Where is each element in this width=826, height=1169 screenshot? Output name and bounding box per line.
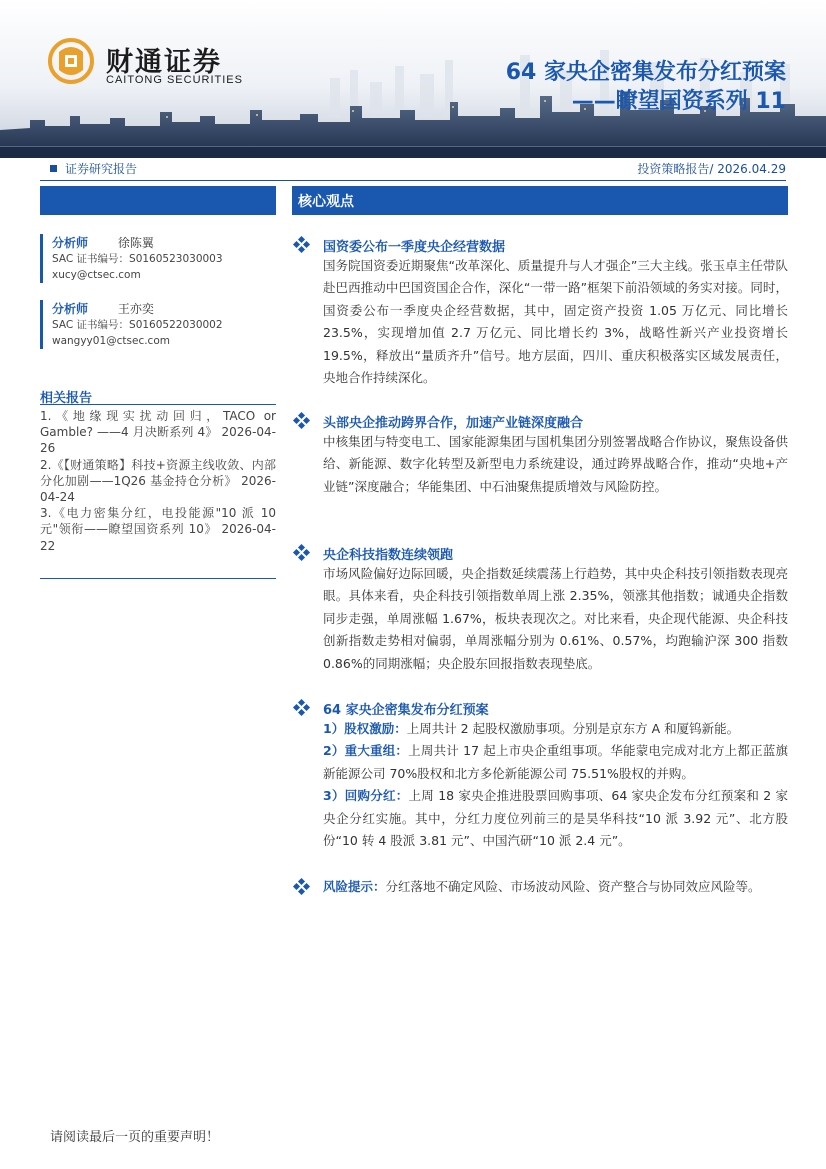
related-report-item[interactable]: 1.《地缘现实扰动回归，TACO or Gamble? ——4 月决断系列 4》 2026-04-26 [40,409,276,456]
core-section [294,411,788,498]
report-title [506,58,786,116]
section-heading: 国资委公布一季度央企经营数据 [323,239,506,255]
analyst-name: 徐陈翼 [117,236,154,250]
analyst-card [40,234,276,283]
footer-disclaimer: 请阅读最后一页的重要声明！ [50,1130,220,1145]
square-bullet-icon [50,165,57,172]
section-body: 市场风险偏好边际回暖，央企指数延续震荡上行趋势，其中央企科技引领指数表现亮眼。具体来看，央企科技引领指数单周上涨 2.35%，领涨其他指数；诚通央企指数同步走强，单周涨幅 1.67%，板块表现次之。对比来看，央企现代能源、央企科技创新指数走势相对偏弱，单周涨幅分别为 0.61%、0.57%，均跑输沪深 300 指数 0.86%的同期涨幅；央企股东回报指数表现垫底。 [323,566,788,671]
section-body: 国务院国资委近期聚焦“改革深化、质量提升与人才强企”三大主线。张玉卓主任带队赴巴西推动中巴国资国企合作，深化“一带一路”框架下前沿领域的务实对接。同时，国资委公布一季度央企经营数据，其中，固定资产投资 1.05 万亿元、同比增长 23.5%，实现增加值 2.7 万亿元、同比增长约 3%，战略性新兴产业投资增长 19.5%，释放出“量质齐升”信号。地方层面，四川、重庆积极落实区域发展责任，央地合作持续深化。 [323,258,788,386]
core-section [294,698,788,852]
related-report-item[interactable]: 3.《电力密集分红，电投能源"10 派 10 元"领衔——瞭望国资系列 10》 2026-04-22 [40,506,276,553]
divider [40,578,276,579]
report-info: 投资策略报告/ 2026.04.29 [637,162,786,176]
item-text: 上周 18 家央企推进股票回购事项、64 家央企发布分红预案和 2 家央企分红实施。其中，分红力度位列前三的是昊华科技“10 派 3.92 元”、北方股份“10 转 4 股派 3.81 元”、中国汽研“10 派 2.4 元”。 [323,788,788,849]
related-reports-list [40,408,276,554]
analyst-sac: SAC 证书编号：S0160523030003 [52,253,223,265]
section-heading: 央企科技指数连续领跑 [323,547,454,563]
item-text: 上周共计 2 起股权激励事项。分别是京东方 A 和厦钨新能。 [406,721,740,736]
company-logo [48,38,248,94]
report-type [50,160,137,177]
item-label: 1）股权激励： [323,721,407,736]
core-section [294,235,788,389]
section-body [323,718,788,852]
analyst-email[interactable]: wangyy01@ctsec.com [52,335,170,347]
analyst-sac: SAC 证书编号：S0160522030002 [52,319,223,331]
risk-body: 分红落地不确定风险、市场波动风险、资产整合与协同效应风险等。 [385,879,761,894]
analyst-role: 分析师 [52,302,89,316]
section-body: 中核集团与特变电工、国家能源集团与国机集团分别签署战略合作协议，聚焦设备供给、新能源、数字化转型及新型电力系统建设，通过跨界战略合作，推动“央地+产业链”深度融合；华能集团、中石油聚焦提质增效与风险防控。 [323,434,788,494]
logo-name-en: CAITONG SECURITIES [106,74,243,86]
related-reports-title: 相关报告 [40,391,93,406]
core-views-header [292,186,788,215]
analyst-card [40,300,276,349]
title-line-2: ——瞭望国资系列 11 [571,89,786,114]
item-label: 2）重大重组： [323,743,409,759]
caitong-logo-icon [48,38,94,84]
divider [40,404,276,405]
title-line-1: 64 家央企密集发布分红预案 [505,60,786,85]
diamond-bullet-icon [294,545,310,561]
section-heading: 头部央企推动跨界合作，加速产业链深度融合 [323,415,584,431]
core-views-title: 核心观点 [298,194,354,210]
analyst-name: 王亦奕 [117,302,154,316]
diamond-bullet-icon [294,413,310,429]
analyst-role: 分析师 [52,236,89,250]
divider [40,180,786,181]
risk-heading: 风险提示： [323,879,386,894]
item-label: 3）回购分红： [323,788,409,804]
diamond-bullet-icon [294,237,310,253]
diamond-bullet-icon [294,700,310,716]
risk-section [294,876,788,898]
list-item [323,718,788,740]
list-item [323,740,788,785]
logo-name-cn: 财通证券 [106,47,222,78]
related-report-item[interactable]: 2.《【财通策略】科技+资源主线收敛、内部分化加剧——1Q26 基金持仓分析》 2026-04-24 [40,457,276,505]
report-type-label: 证券研究报告 [65,162,138,176]
diamond-bullet-icon [294,879,310,895]
section-heading: 64 家央企密集发布分红预案 [323,702,489,718]
core-section [294,543,788,675]
analyst-email[interactable]: xucy@ctsec.com [52,269,141,281]
list-item [323,785,788,852]
sidebar-header-bar [40,186,276,215]
item-text: 上周共计 17 起上市央企重组事项。华能蒙电完成对北方上都正蓝旗新能源公司 70%股权和北方多伦新能源公司 75.51%股权的并购。 [323,743,789,781]
header-banner [0,0,826,158]
